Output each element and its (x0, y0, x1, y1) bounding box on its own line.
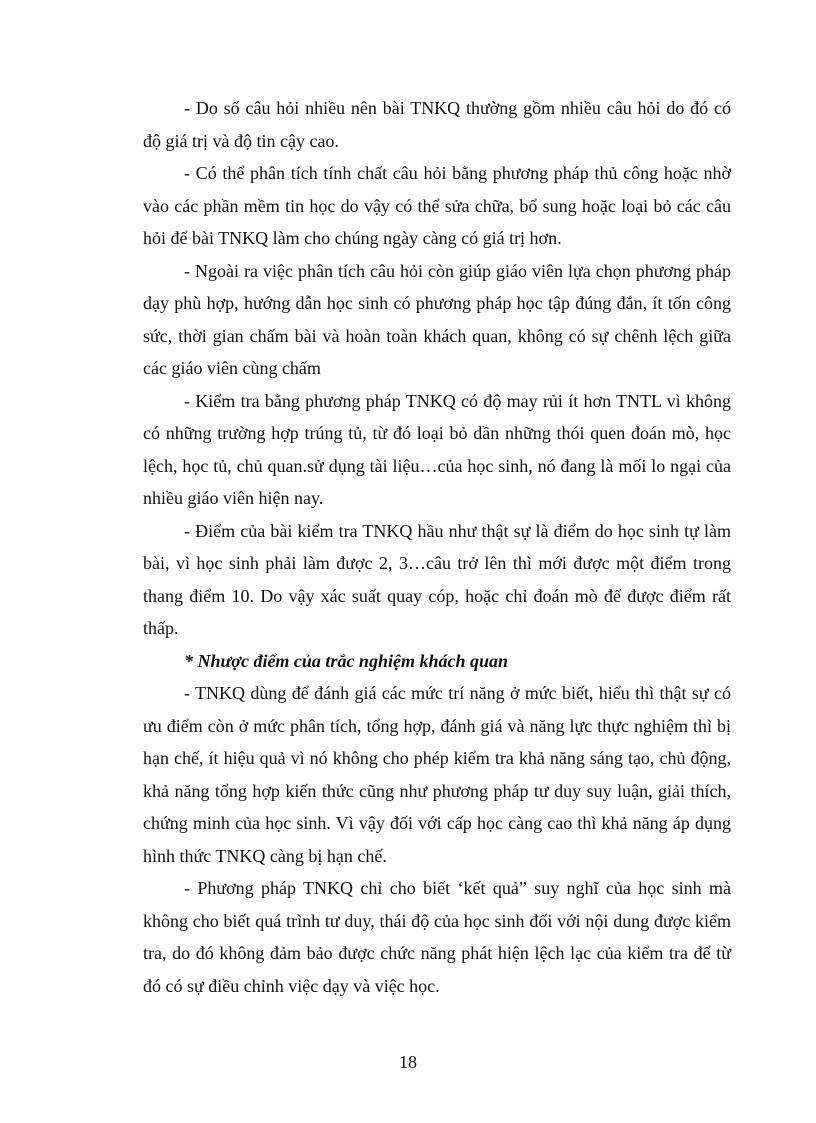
section-heading-disadvantages: * Nhược điểm của trắc nghiệm khách quan (184, 650, 508, 671)
paragraph-results-only: - Phương pháp TNKQ chỉ cho biết ‘kết quả” suy nghĩ của học sinh mà không cho biết quá trình tư duy, thái độ của học sinh đối với nội dung được kiểm tra, do đó không đảm bảo được chức năng phát hiện lệch lạc của kiểm tra để từ đó có sự điều chỉnh việc dạy và việc học. (143, 878, 731, 996)
paragraph-less-luck: - Kiểm tra bằng phương pháp TNKQ có độ may rủi ít hơn TNTL vì không có những trường hợp trúng tủ, từ đó loại bỏ dần những thói quen đoán mò, học lệch, học tủ, chủ quan.sử dụng tài liệu…của học sinh, nó đang là mối lo ngại của nhiều giáo viên hiện nay. (143, 390, 731, 508)
paragraph-limited-assessment: - TNKQ dùng để đánh giá các mức trí năng ở mức biết, hiểu thì thật sự có ưu điểm còn ở mức phân tích, tổng hợp, đánh giá và năng lực thực nghiệm thì bị hạn chế, ít hiệu quả vì nó không cho phép kiểm tra khả năng sáng tạo, chủ động, khả năng tổng hợp kiến thức cũng như phương pháp tư duy suy luận, giải thích, chứng minh của học sinh. Vì vậy đối với cấp học càng cao thì khả năng áp dụng hình thức TNKQ càng bị hạn chế. (143, 683, 731, 866)
paragraph-validity-reliability: - Do số câu hỏi nhiều nên bài TNKQ thường gồm nhiều câu hỏi do đó có độ giá trị và độ tin cậy cao. (143, 98, 731, 151)
paragraph-question-analysis: - Có thể phân tích tính chất câu hỏi bằng phương pháp thủ công hoặc nhờ vào các phần mềm tin học do vậy có thể sửa chữa, bổ sung hoặc loại bỏ các câu hỏi để bài TNKQ làm cho chúng ngày càng có giá trị hơn. (143, 163, 731, 248)
paragraph-teaching-method: - Ngoài ra việc phân tích câu hỏi còn giúp giáo viên lựa chọn phương pháp dạy phù hợp, hướng dẫn học sinh có phương pháp học tập đúng đắn, ít tốn công sức, thời gian chấm bài và hoàn toàn khách quan, không có sự chênh lệch giữa các giáo viên cùng chấm (143, 260, 731, 378)
paragraph-score-accuracy: - Điểm của bài kiểm tra TNKQ hầu như thật sự là điểm do học sinh tự làm bài, vì học sinh phải làm được 2, 3…câu trở lên thì mới được một điểm trong thang điểm 10. Do vậy xác suất quay cóp, hoặc chỉ đoán mò để được điểm rất thấp. (143, 520, 731, 638)
page-number: 18 (399, 1052, 417, 1072)
document-page (143, 92, 731, 1002)
